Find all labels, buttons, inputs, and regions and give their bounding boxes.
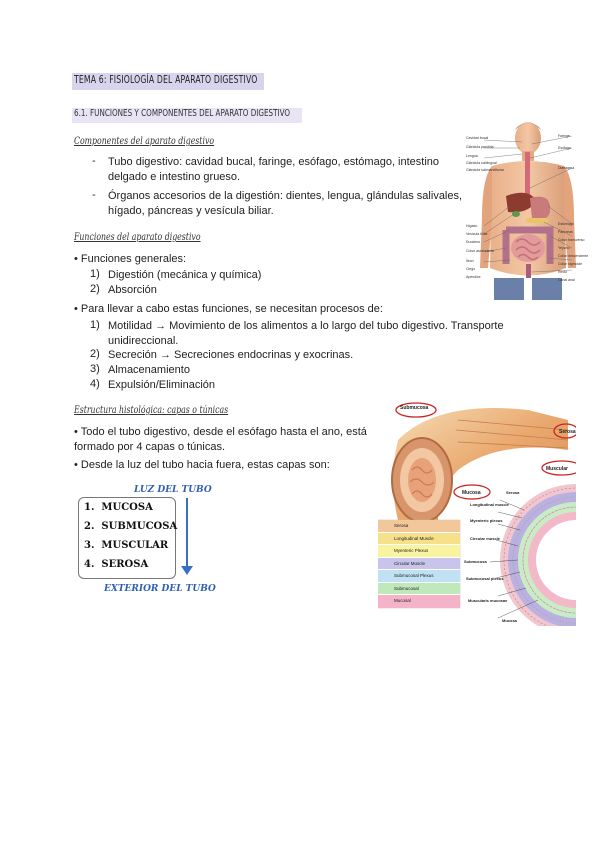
cross-label: Myenteric plexus	[470, 518, 503, 523]
anatomy-label: Colon descendente	[558, 254, 589, 258]
process-3: Almacenamiento	[108, 364, 190, 376]
direction-arrow	[186, 498, 188, 568]
list-number: 1)	[90, 319, 100, 331]
anatomy-label: Esófago	[558, 146, 571, 150]
cross-label: Submucosa	[464, 559, 487, 564]
component-1-line-1: Tubo digestivo: cavidad bucal, faringe, esófago, estómago, intestino	[108, 156, 440, 168]
legend-row-serosa: Serosa	[378, 520, 460, 533]
arrow-down-icon	[181, 566, 193, 575]
list-number: 3)	[90, 363, 100, 375]
general-function-1: Digestión (mecánica y química)	[108, 269, 262, 281]
general-functions-label: • Funciones generales:	[74, 253, 187, 265]
process-1-line-1: Motilidad → Movimiento de los alimentos a lo largo del tubo digestivo. Transporte	[108, 320, 504, 332]
layer-1: 1. MUCOSA	[84, 502, 153, 513]
list-number: 2)	[90, 283, 100, 295]
component-2-line-2: hígado, páncreas y vesícula biliar.	[108, 205, 274, 217]
list-number: 2)	[90, 348, 100, 360]
cross-label: Muscularis mucosae	[468, 598, 508, 603]
legend-row-myenteric-plexus: Myenteric Plexus	[378, 545, 460, 558]
anatomy-label: Colon sigmoide	[558, 262, 583, 266]
process-1-line-2: unidireccional.	[108, 335, 179, 347]
general-function-2: Absorción	[108, 284, 157, 296]
anatomy-label: Íleon	[466, 259, 474, 263]
anatomy-label: Diafragma	[558, 166, 575, 170]
legend-row-mucosal: Mucosal	[378, 595, 460, 608]
anatomy-label: Glándula submandibular	[466, 168, 504, 172]
anatomy-label: Colon transverso	[558, 238, 585, 242]
dash-bullet: -	[92, 189, 96, 201]
anatomy-label: Duodeno	[466, 240, 481, 244]
components-heading: Componentes del aparato digestivo	[74, 136, 215, 147]
anatomy-label: Yeyuno	[558, 246, 570, 250]
legend-row-submucosal: Submucosal	[378, 583, 460, 596]
histology-p2: • Desde la luz del tubo hacia fuera, estas capas son:	[74, 459, 330, 471]
lumen-label: LUZ DEL TUBO	[134, 485, 212, 495]
cross-label: Longitudinal muscle	[470, 502, 509, 507]
anatomy-label: Apéndice	[466, 275, 481, 279]
legend-row-longitudinal-muscle: Longitudinal Muscle	[378, 533, 460, 546]
anatomy-label: Cavidad bucal	[466, 136, 489, 140]
anatomy-label: Páncreas	[558, 230, 573, 234]
component-2-line-1: Órganos accesorios de la digestión: dientes, lengua, glándulas salivales,	[108, 190, 463, 202]
process-4: Expulsión/Eliminación	[108, 379, 215, 391]
section-title: 6.1. FUNCIONES Y COMPONENTES DEL APARATO DIGESTIVO	[74, 108, 291, 119]
legend-row-circular-muscle: Circular Muscle	[378, 558, 460, 571]
callout-submucosa: Submucosa	[400, 405, 429, 411]
anatomy-label: Glándula parótida	[466, 145, 494, 149]
functions-heading: Funciones del aparato digestivo	[74, 232, 201, 243]
anatomy-label: Colon ascendente	[466, 249, 495, 253]
cross-label: Mucosa	[502, 618, 517, 623]
exterior-label: EXTERIOR DEL TUBO	[104, 584, 216, 594]
callout-muscular: Muscular	[546, 466, 568, 472]
component-1-line-2: delgado e intestino grueso.	[108, 171, 241, 183]
anatomy-label: Glándula sublingual	[466, 161, 497, 165]
anatomy-label: Canal anal	[558, 278, 575, 282]
layer-3: 3. MUSCULAR	[84, 540, 169, 551]
cross-label: Circular muscle	[470, 536, 501, 541]
page-title: TEMA 6: FISIOLOGÍA DEL APARATO DIGESTIVO	[74, 73, 258, 86]
dash-bullet: -	[92, 155, 96, 167]
anatomy-label: Vesícula biliar	[466, 232, 488, 236]
callout-mucosa: Mucosa	[462, 490, 481, 496]
anatomy-label: Estómago	[558, 222, 574, 226]
cross-label: Serosa	[506, 490, 520, 495]
histology-p1-line-2: formado por 4 capas o túnicas.	[74, 441, 226, 453]
digestive-system-illustration	[466, 118, 589, 300]
legend-list	[378, 520, 460, 608]
anatomy-label: Hígado	[466, 224, 478, 228]
histology-heading: Estructura histológica: capas o túnicas	[74, 405, 229, 416]
anatomy-label: Lengua	[466, 154, 478, 158]
layer-4: 4. SEROSA	[84, 559, 149, 570]
legend-row-submucosal-plexus: Submucosal Plexus	[378, 570, 460, 583]
callout-serosa: Serosa	[559, 429, 576, 435]
cross-label: Submucosal plexus	[466, 576, 504, 581]
anatomy-label: Recto	[558, 270, 568, 274]
processes-label: • Para llevar a cabo estas funciones, se necesitan procesos de:	[74, 303, 383, 315]
anatomy-label: Ciego	[466, 267, 476, 271]
list-number: 1)	[90, 268, 100, 280]
histology-p1-line-1: • Todo el tubo digestivo, desde el esófago hasta el ano, está	[74, 426, 367, 438]
list-number: 4)	[90, 378, 100, 390]
anatomy-label: Faringe	[558, 134, 570, 138]
process-2: Secreción → Secreciones endocrinas y exocrinas.	[108, 349, 354, 361]
layer-2: 2. SUBMUCOSA	[84, 521, 178, 532]
